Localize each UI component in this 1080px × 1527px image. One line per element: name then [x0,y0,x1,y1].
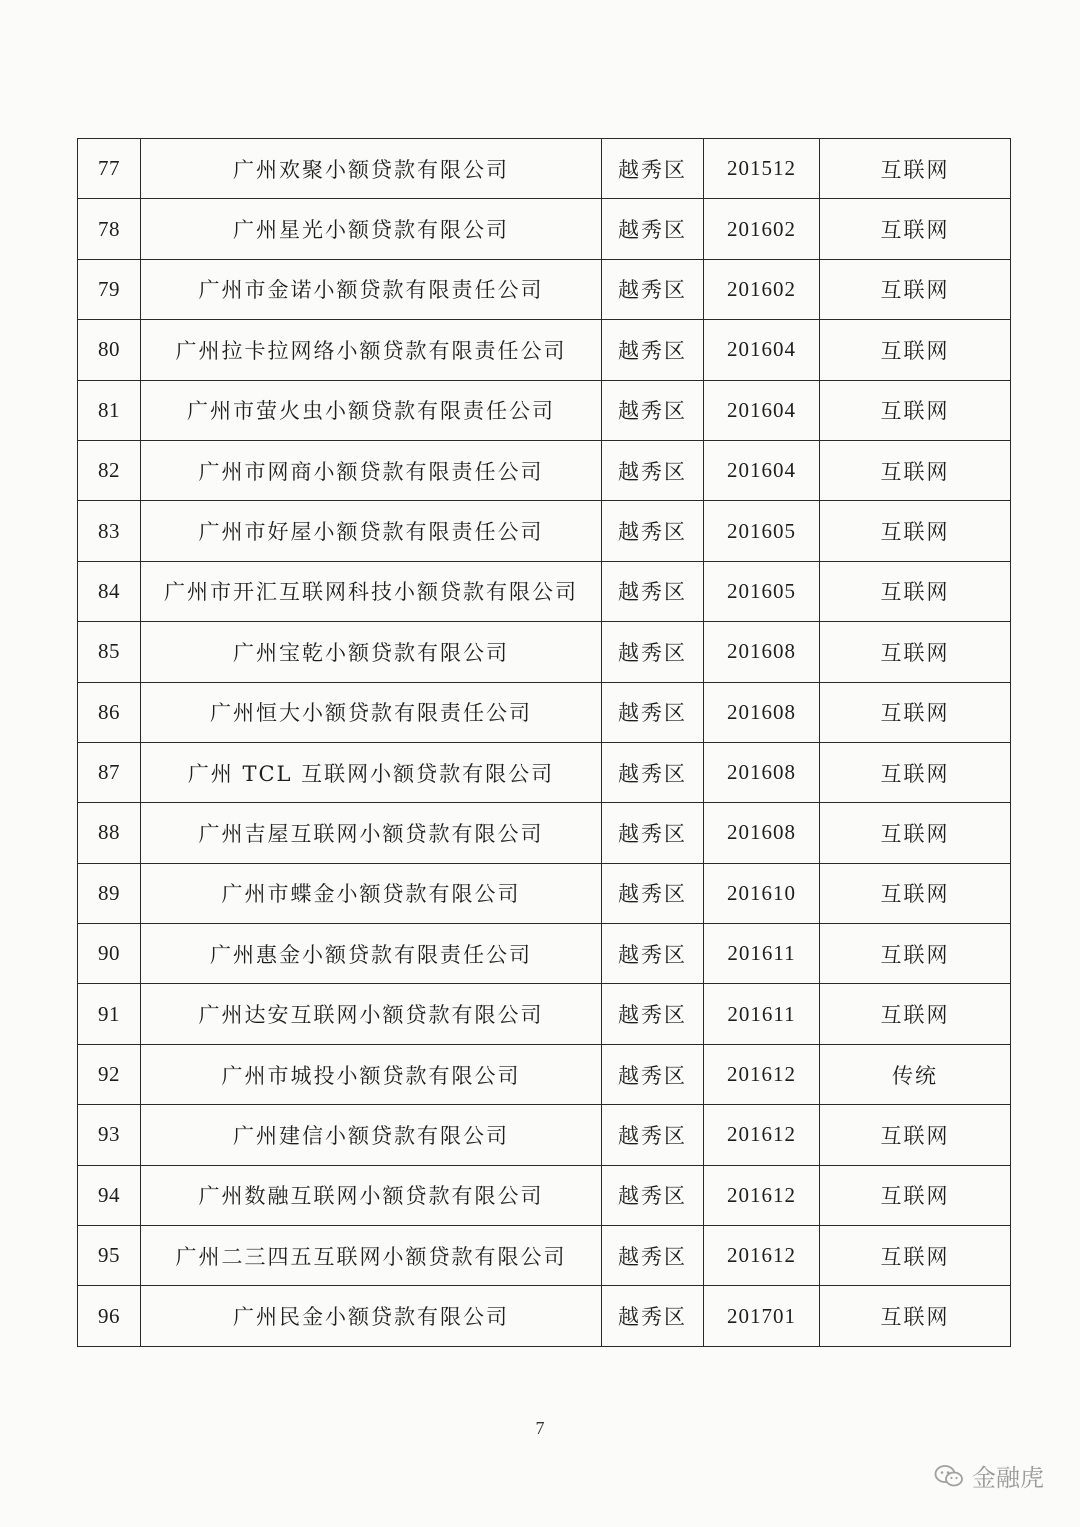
date-cell: 201608 [704,742,820,802]
table-row [78,682,1011,742]
type-cell: 互联网 [820,924,1011,984]
district-cell: 越秀区 [602,1226,704,1286]
type-cell: 互联网 [820,1226,1011,1286]
row-number-cell: 89 [78,863,141,923]
district-cell: 越秀区 [602,682,704,742]
row-number-cell: 93 [78,1105,141,1165]
district-cell: 越秀区 [602,199,704,259]
table-row [78,803,1011,863]
district-cell: 越秀区 [602,380,704,440]
date-cell: 201608 [704,682,820,742]
date-cell: 201602 [704,199,820,259]
company-name-cell: 广州恒大小额贷款有限责任公司 [141,682,602,742]
type-cell: 互联网 [820,440,1011,500]
table-row [78,139,1011,199]
table-row [78,1226,1011,1286]
row-number-cell: 84 [78,561,141,621]
date-cell: 201604 [704,380,820,440]
row-number-cell: 94 [78,1165,141,1225]
district-cell: 越秀区 [602,622,704,682]
row-number-cell: 80 [78,320,141,380]
row-number-cell: 91 [78,984,141,1044]
date-cell: 201612 [704,1226,820,1286]
district-cell: 越秀区 [602,501,704,561]
date-cell: 201608 [704,803,820,863]
table-row [78,622,1011,682]
row-number-cell: 87 [78,742,141,802]
district-cell: 越秀区 [602,984,704,1044]
type-cell: 互联网 [820,561,1011,621]
row-number-cell: 92 [78,1044,141,1104]
date-cell: 201611 [704,924,820,984]
row-number-cell: 79 [78,259,141,319]
date-cell: 201612 [704,1044,820,1104]
type-cell: 互联网 [820,1286,1011,1346]
table-row [78,984,1011,1044]
company-name-cell: 广州宝乾小额贷款有限公司 [141,622,602,682]
date-cell: 201610 [704,863,820,923]
type-cell: 互联网 [820,682,1011,742]
date-cell: 201612 [704,1105,820,1165]
type-cell: 传统 [820,1044,1011,1104]
company-table [77,138,1011,1347]
company-name-cell: 广州惠金小额贷款有限责任公司 [141,924,602,984]
table-row [78,501,1011,561]
table-row [78,561,1011,621]
district-cell: 越秀区 [602,1105,704,1165]
date-cell: 201611 [704,984,820,1044]
company-name-cell: 广州二三四五互联网小额贷款有限公司 [141,1226,602,1286]
table-row [78,440,1011,500]
table-row [78,1165,1011,1225]
table-row [78,863,1011,923]
date-cell: 201512 [704,139,820,199]
date-cell: 201608 [704,622,820,682]
type-cell: 互联网 [820,139,1011,199]
row-number-cell: 82 [78,440,141,500]
table-row [78,1286,1011,1346]
type-cell: 互联网 [820,742,1011,802]
date-cell: 201612 [704,1165,820,1225]
company-name-cell: 广州民金小额贷款有限公司 [141,1286,602,1346]
company-name-cell: 广州星光小额贷款有限公司 [141,199,602,259]
row-number-cell: 96 [78,1286,141,1346]
date-cell: 201604 [704,440,820,500]
row-number-cell: 86 [78,682,141,742]
district-cell: 越秀区 [602,440,704,500]
district-cell: 越秀区 [602,863,704,923]
page-number: 7 [535,1418,545,1438]
company-name-cell: 广州建信小额贷款有限公司 [141,1105,602,1165]
company-name-cell: 广州 TCL 互联网小额贷款有限公司 [141,742,602,802]
district-cell: 越秀区 [602,1044,704,1104]
district-cell: 越秀区 [602,924,704,984]
company-name-cell: 广州拉卡拉网络小额贷款有限责任公司 [141,320,602,380]
row-number-cell: 85 [78,622,141,682]
row-number-cell: 88 [78,803,141,863]
table-row [78,1044,1011,1104]
table-row [78,1105,1011,1165]
table-row [78,380,1011,440]
company-name-cell: 广州数融互联网小额贷款有限公司 [141,1165,602,1225]
type-cell: 互联网 [820,501,1011,561]
district-cell: 越秀区 [602,561,704,621]
date-cell: 201605 [704,561,820,621]
table-body [78,139,1011,1347]
table-row [78,924,1011,984]
date-cell: 201605 [704,501,820,561]
row-number-cell: 81 [78,380,141,440]
type-cell: 互联网 [820,622,1011,682]
company-name-cell: 广州市开汇互联网科技小额贷款有限公司 [141,561,602,621]
company-name-cell: 广州达安互联网小额贷款有限公司 [141,984,602,1044]
district-cell: 越秀区 [602,320,704,380]
company-name-cell: 广州吉屋互联网小额贷款有限公司 [141,803,602,863]
row-number-cell: 95 [78,1226,141,1286]
type-cell: 互联网 [820,199,1011,259]
date-cell: 201701 [704,1286,820,1346]
district-cell: 越秀区 [602,259,704,319]
district-cell: 越秀区 [602,803,704,863]
watermark-text: 金融虎 [972,1464,1044,1492]
type-cell: 互联网 [820,863,1011,923]
type-cell: 互联网 [820,1165,1011,1225]
row-number-cell: 83 [78,501,141,561]
type-cell: 互联网 [820,380,1011,440]
district-cell: 越秀区 [602,139,704,199]
watermark [934,1458,1044,1493]
table-row [78,199,1011,259]
table-row [78,259,1011,319]
row-number-cell: 90 [78,924,141,984]
company-name-cell: 广州市蝶金小额贷款有限公司 [141,863,602,923]
district-cell: 越秀区 [602,1286,704,1346]
row-number-cell: 78 [78,199,141,259]
company-name-cell: 广州市金诺小额贷款有限责任公司 [141,259,602,319]
type-cell: 互联网 [820,803,1011,863]
company-name-cell: 广州市网商小额贷款有限责任公司 [141,440,602,500]
type-cell: 互联网 [820,1105,1011,1165]
wechat-icon [934,1464,964,1488]
date-cell: 201604 [704,320,820,380]
district-cell: 越秀区 [602,1165,704,1225]
district-cell: 越秀区 [602,742,704,802]
company-name-cell: 广州市好屋小额贷款有限责任公司 [141,501,602,561]
company-name-cell: 广州市萤火虫小额贷款有限责任公司 [141,380,602,440]
type-cell: 互联网 [820,259,1011,319]
company-name-cell: 广州市城投小额贷款有限公司 [141,1044,602,1104]
table-row [78,742,1011,802]
company-name-cell: 广州欢聚小额贷款有限公司 [141,139,602,199]
table-row [78,320,1011,380]
type-cell: 互联网 [820,320,1011,380]
row-number-cell: 77 [78,139,141,199]
date-cell: 201602 [704,259,820,319]
type-cell: 互联网 [820,984,1011,1044]
